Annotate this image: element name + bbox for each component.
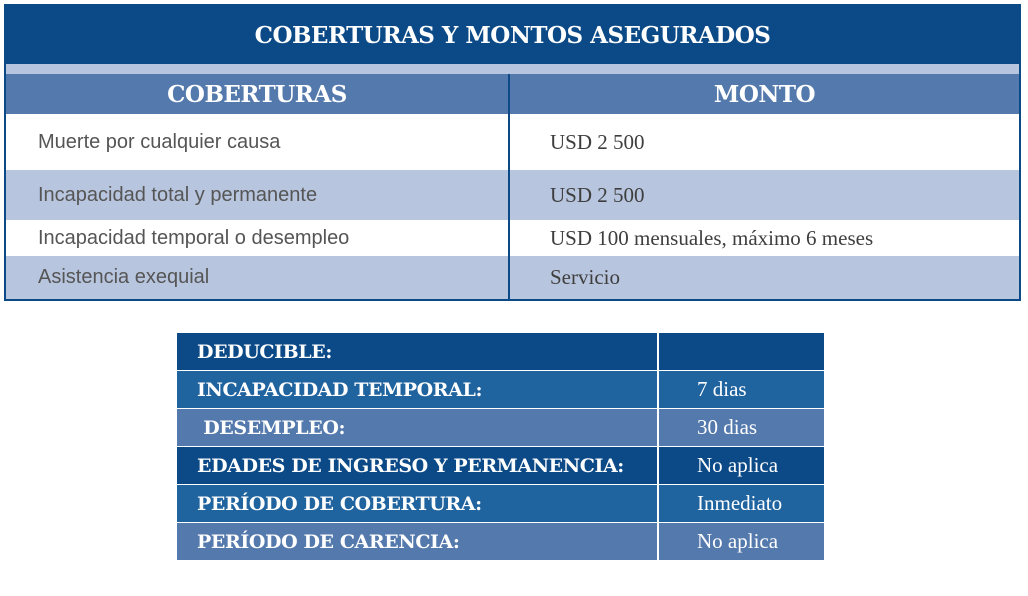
header-coverage: COBERTURAS [6, 74, 510, 114]
amount-cell: USD 100 mensuales, máximo 6 meses [550, 225, 874, 250]
condition-value: 30 dias [659, 409, 824, 446]
condition-label: PERÍODO DE CARENCIA: [177, 523, 657, 560]
condition-value: Inmediato [659, 485, 824, 522]
coverage-table-title: COBERTURAS Y MONTOS ASEGURADOS [6, 6, 1019, 64]
coverage-cell: Asistencia exequial [6, 256, 510, 299]
condition-value: No aplica [659, 447, 824, 484]
header-amount: MONTO [713, 80, 816, 108]
conditions-table [177, 333, 824, 561]
table-row [6, 256, 1019, 299]
table-row [177, 333, 824, 370]
table-row [6, 114, 1019, 170]
table-row [6, 220, 1019, 256]
condition-label: DEDUCIBLE: [177, 333, 657, 370]
condition-value [659, 333, 824, 370]
table-row [177, 523, 824, 560]
condition-label: PERÍODO DE COBERTURA: [177, 485, 657, 522]
condition-value: No aplica [659, 523, 824, 560]
table-row [6, 170, 1019, 220]
coverage-cell: Muerte por cualquier causa [6, 114, 510, 170]
amount-cell: USD 2 500 [550, 182, 645, 207]
coverage-table-header [6, 74, 1019, 114]
amount-cell: USD 2 500 [550, 129, 645, 154]
condition-label: INCAPACIDAD TEMPORAL: [177, 371, 657, 408]
condition-label: EDADES DE INGRESO Y PERMANENCIA: [177, 447, 657, 484]
title-separator [6, 64, 1019, 74]
condition-value: 7 dias [659, 371, 824, 408]
coverage-cell: Incapacidad temporal o desempleo [6, 220, 510, 256]
table-row [177, 447, 824, 484]
table-row [177, 409, 824, 446]
table-row [177, 485, 824, 522]
coverage-table [4, 4, 1021, 301]
table-row [177, 371, 824, 408]
condition-label: DESEMPLEO: [177, 409, 657, 446]
amount-cell: Servicio [550, 265, 620, 289]
coverage-cell: Incapacidad total y permanente [6, 170, 510, 220]
